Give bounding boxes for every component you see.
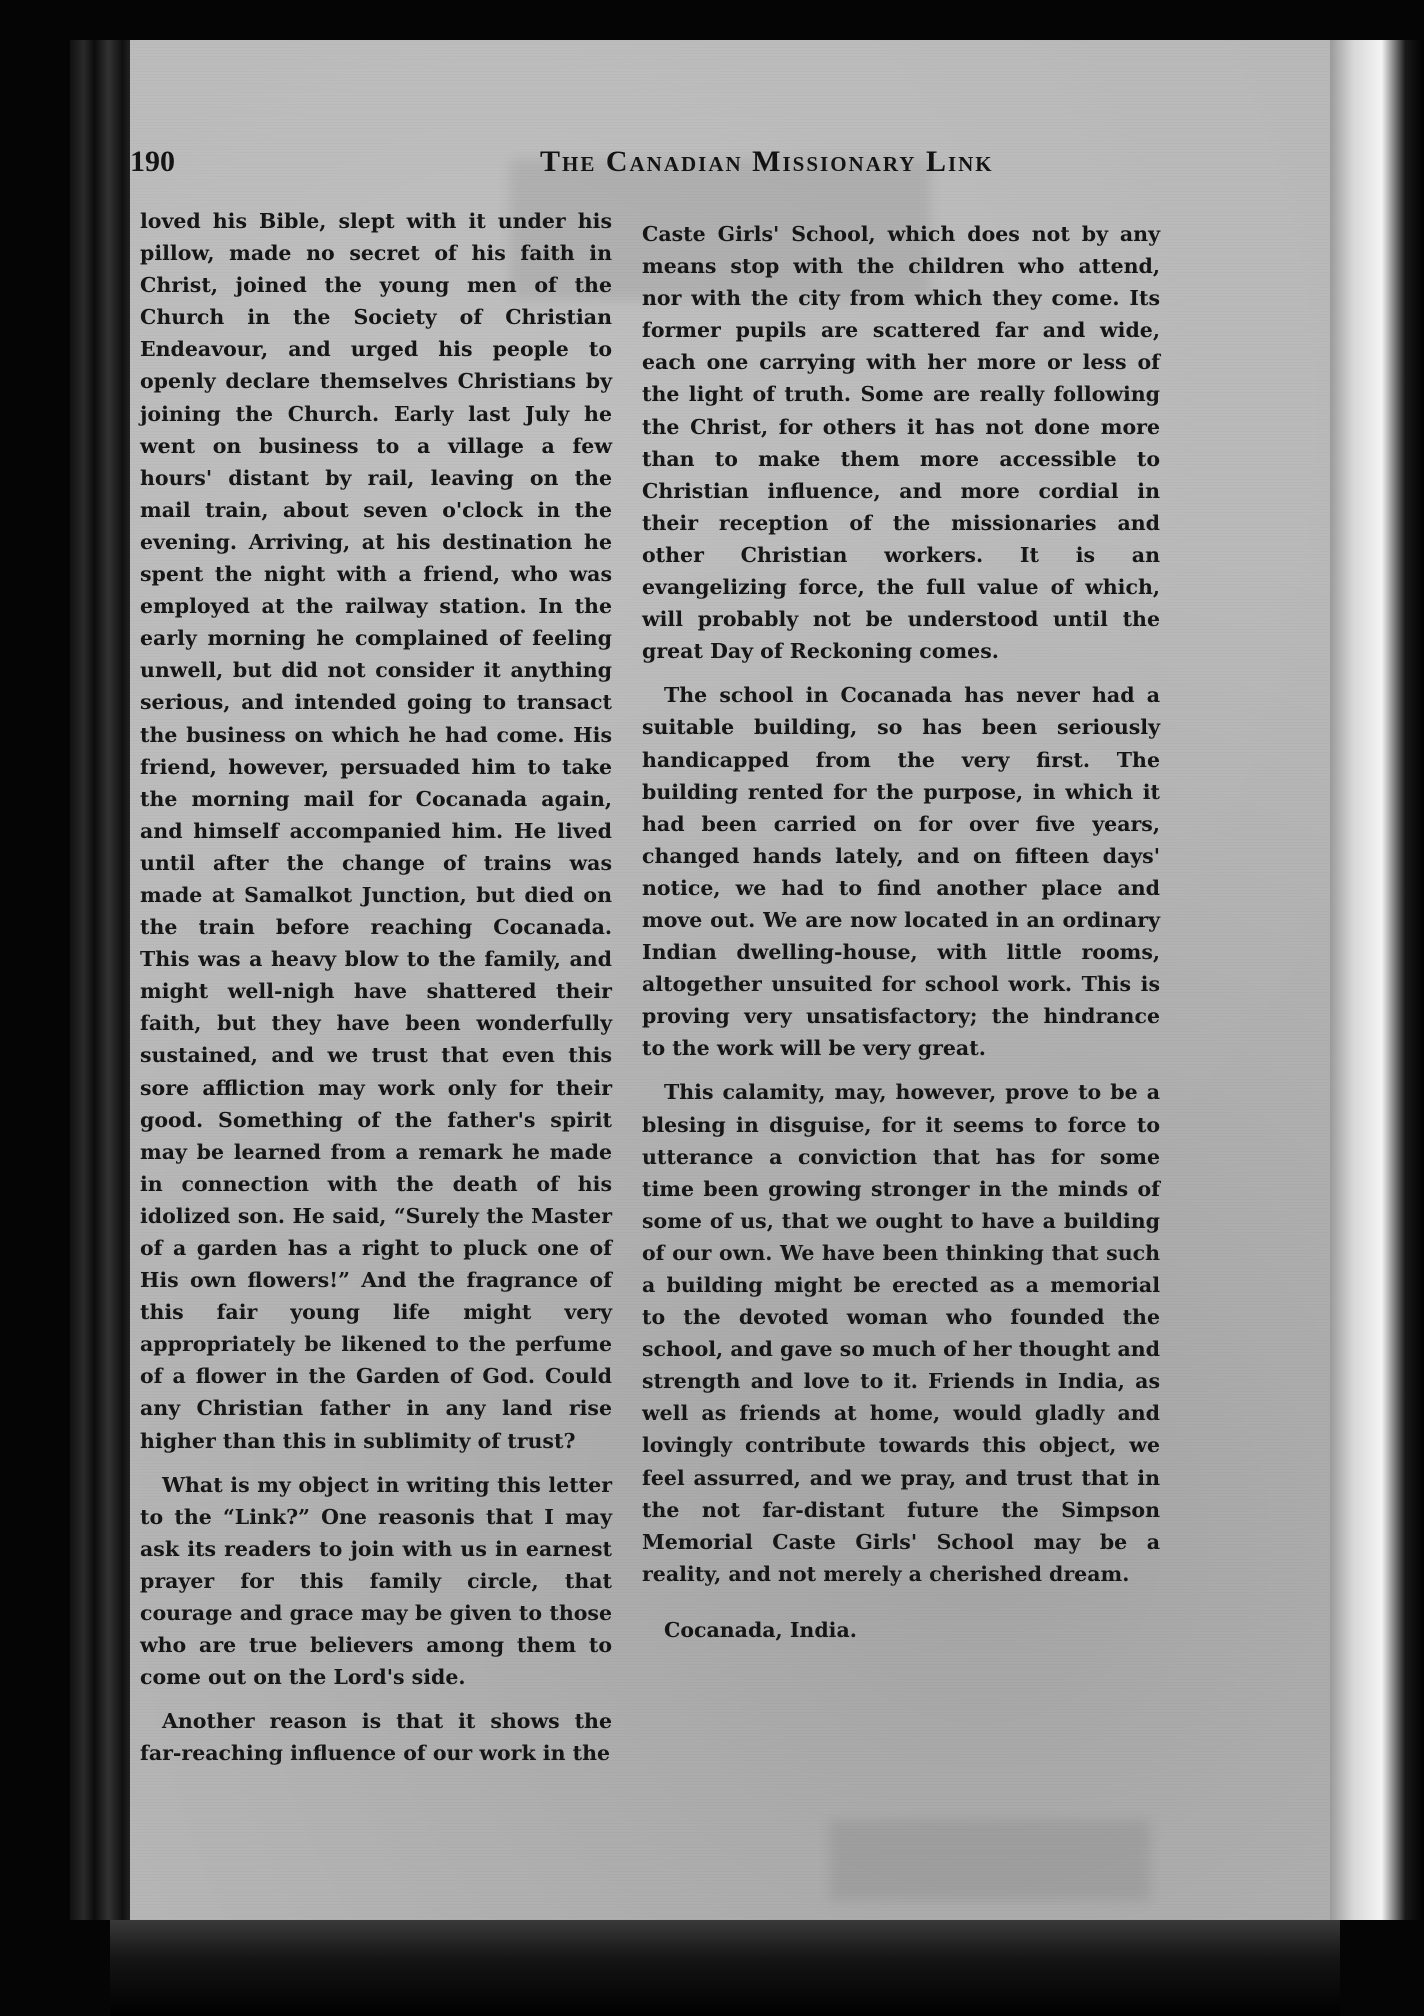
paragraph: Caste Girls' School, which does not by any means stop with the children who attend, nor with the city from which they come. Its former pupils are scattered far and wide, each one carrying with her more or less of the light of truth. Some are really following the Christ, for others it has not done more than to make them more accessible to Christian influence, and more cordial in their reception of the missionaries and other Christian workers. It is an evangelizing force, the full value of which, will probably not be understood until the great Day of Reckoning comes. (642, 222, 1160, 664)
scan-edge-right (1330, 40, 1424, 1920)
paragraph: loved his Bible, slept with it under his pillow, made no secret of his faith in Christ, joined the young men of the Church in the Society of Christian Endeavour, and urged his people to openly declare themselves Christians by joining the Church. Early last July he went on business to a village a few hours' distant by rail, leaving on the mail train, about seven o'clock in the evening. Arriving, at his destination he spent the night with a friend, who was employed at the railway station. In the early morning he complained of feeling unwell, but did not consider it anything serious, and intended going to transact the business on which he had come. His friend, however, persuaded him to take the morning mail for Cocanada again, and himself accompanied him. He lived until after the change of trains was made at Samalkot Junction, but died on the train before reaching Cocanada. This was a heavy blow to the family, and might well-nigh have shattered their faith, but they have been wonderfully sustained, and we trust that even this sore affliction may work only for their good. Something of the father's spirit may be learned from a remark he made in connection with the death of his idolized son. He said, “Surely the Master of a garden has a right to pluck one of His own flowers!” And the fragrance of this fair young life might very appropriately be likened to the perfume of a flower in the Garden of God. Could any Christian father in any land rise higher than this in sublimity of trust? (140, 209, 612, 1453)
paragraph: The school in Cocanada has never had a suitable building, so has been seriously handicapped from the very first. The building rented for the purpose, in which it had been carried on for over five years, changed hands lately, and on fifteen days' notice, we had to find another place and move out. We are now located in an ordinary Indian dwelling-house, with little rooms, altogether unsuited for school work. This is proving very unsatisfactory; the hindrance to the work will be very great. (642, 683, 1160, 1061)
paragraph: What is my object in writing this letter to the “Link?” One reasonis that I may ask its readers to join with us in earnest prayer for this family circle, that courage and grace may be given to those who are true believers among them to come out on the Lord's side. (140, 1472, 612, 1690)
running-title: The Canadian Missionary Link (540, 145, 994, 178)
paragraph: This calamity, may, however, prove to be a blesing in disguise, for it seems to force to utterance a conviction that has for some time been growing stronger in the minds of some of us, that we ought to have a building of our own. We have been thinking that such a building might be erected as a memorial to the devoted woman who founded the school, and gave so much of her thought and strength and love to it. Friends in India, as well as friends at home, would gladly and lovingly contribute towards this object, we feel assurred, and we pray, and trust that in the not far-distant future the Simpson Memorial Caste Girls' School may be a reality, and not merely a cherished dream. (642, 1080, 1161, 1586)
bleed-through-shadow (830, 1820, 1150, 1900)
signature-location: Cocanada, India. (664, 1617, 857, 1642)
scan-edge-bottom (110, 1920, 1340, 2016)
right-text-column (642, 218, 1160, 1646)
page-number: 190 (130, 145, 175, 178)
left-text-column (140, 205, 612, 1770)
paragraph: Another reason is that it shows the far-reaching influence of our work in the (140, 1709, 612, 1766)
